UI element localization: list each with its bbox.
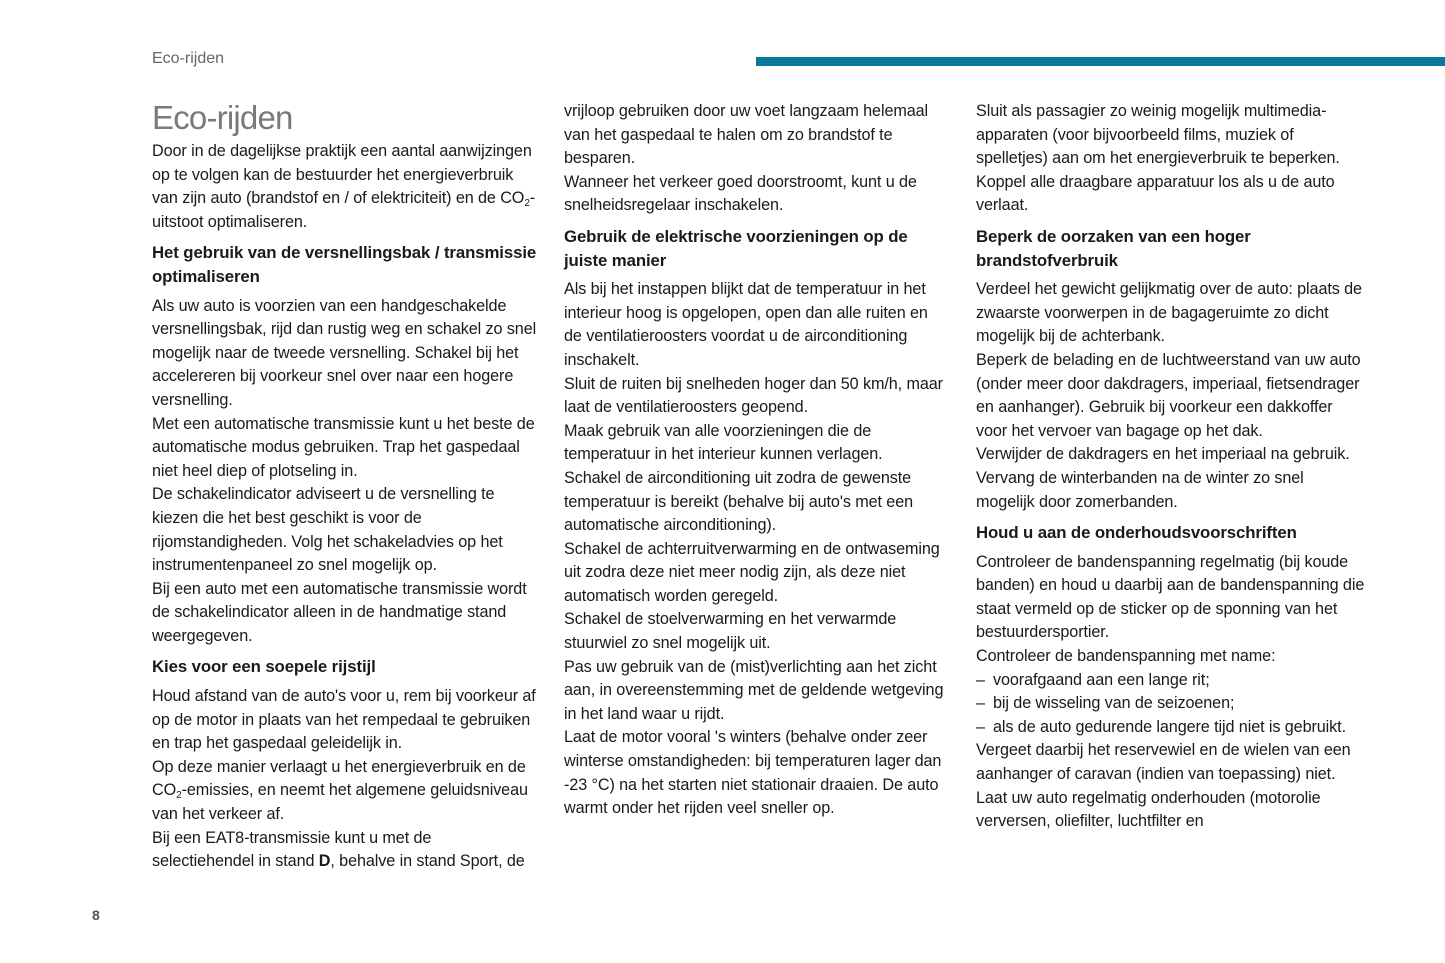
paragraph: Laat de motor vooral 's winters (behalve onder zeer winterse omstandigheden: bij temperaturen lager dan -23 °C) na het starten niet stationair draaien. De auto warmt onder het rijden veel sneller op. — [564, 728, 942, 818]
paragraph: Verdeel het gewicht gelijkmatig over de auto: plaats de zwaarste voorwerpen in de bagageruimte zo dicht mogelijk bij de achterbank. — [976, 280, 1362, 346]
intro-paragraph — [152, 140, 537, 234]
paragraph: Koppel alle draagbare apparatuur los als u de auto verlaat. — [976, 172, 1335, 215]
paragraph: Als uw auto is voorzien van een handgeschakelde versnellingsbak, rijd dan rustig weg en schakel zo snel mogelijk naar de tweede versnelling. Schakel bij het accelereren bij voorkeur snel over naar een hogere versnelling. — [152, 296, 537, 409]
co2-subscript: 2 — [524, 198, 530, 210]
paragraph: Verwijder de dakdragers en het imperiaal na gebruik. — [976, 445, 1350, 464]
heading-transmissie: Het gebruik van de versnellingsbak / transmissie optimaliseren — [152, 243, 537, 286]
column-2 — [564, 100, 949, 821]
paragraph: Controleer de bandenspanning regelmatig (bij koude banden) en houd u daarbij aan de bandenspanning die staat vermeld op de sticker op de sponning van het bestuurdersportier. — [976, 552, 1365, 642]
paragraph: Sluit de ruiten bij snelheden hoger dan 50 km/h, maar laat de ventilatieroosters geopend. — [564, 374, 943, 417]
page-number: 8 — [92, 907, 100, 923]
paragraph-co2 — [152, 756, 537, 827]
text: Op deze manier verlaagt u het energieverbruik en de CO — [152, 757, 526, 800]
list-item-text: bij de wisseling van de seizoenen; — [993, 694, 1235, 713]
paragraph: Als bij het instappen blijkt dat de temperatuur in het interieur hoog is opgelopen, open dan alle ruiten en de ventilatieroosters voordat u de airconditioning inschakelt. — [564, 280, 928, 369]
paragraph: Vervang de winterbanden na de winter zo snel mogelijk door zomerbanden. — [976, 468, 1304, 511]
list-item-text: voorafgaand aan een lange rit; — [993, 670, 1210, 689]
text: Bij een EAT8-transmissie kunt u met de selectiehendel in stand — [152, 828, 432, 871]
running-head: Eco-rijden — [152, 50, 225, 67]
intro-text-end: -uitstoot optimaliseren. — [152, 189, 536, 231]
paragraph: Bij een auto met een automatische transmissie wordt de schakelindicator alleen in de handmatige stand weergegeven. — [152, 579, 527, 645]
intro-text: Door in de dagelijkse praktijk een aantal aanwijzingen op te volgen kan de bestuurder het energieverbruik van zijn auto (brandstof en / of elektriciteit) en de CO — [152, 142, 532, 208]
paragraph: Laat uw auto regelmatig onderhouden (motorolie verversen, oliefilter, luchtfilter en — [976, 788, 1321, 831]
dash-bullet: – — [976, 694, 985, 713]
co2-subscript: 2 — [176, 790, 182, 802]
paragraph: Pas uw gebruik van de (mist)verlichting aan het zicht aan, in overeenstemming met de geldende wetgeving in het land waar u rijdt. — [564, 657, 944, 723]
column-1 — [152, 100, 537, 874]
paragraph: De schakelindicator adviseert u de versnelling te kiezen die het best geschikt is voor de rijomstandigheden. Volg het schakeladvies op het instrumentenpaneel zo snel mogelijk op. — [152, 485, 503, 575]
paragraph: Schakel de airconditioning uit zodra de gewenste temperatuur is bereikt (behalve bij auto's met een automatische airconditioning). — [564, 468, 914, 535]
text: , behalve in stand Sport, de — [330, 852, 525, 871]
paragraph-eat8 — [152, 827, 537, 874]
list-item — [976, 669, 1366, 693]
paragraph: Beperk de belading en de luchtweerstand van uw auto (onder meer door dakdragers, imperiaal, fietsendrager en aanhanger). Gebruik bij voorkeur een dakkoffer voor het vervoer van bagage op het dak. — [976, 350, 1361, 440]
list-item — [976, 692, 1366, 716]
stand-d: D — [318, 852, 331, 871]
paragraph: Schakel de achterruitverwarming en de ontwaseming uit zodra deze niet meer nodig zijn, als deze niet automatisch worden geregeld. — [564, 539, 940, 605]
paragraph: Schakel de stoelverwarming en het verwarmde stuurwiel zo snel mogelijk uit. — [564, 610, 897, 653]
heading-elektrisch: Gebruik de elektrische voorzieningen op de juiste manier — [564, 226, 908, 270]
paragraph: Sluit als passagier zo weinig mogelijk multimedia-apparaten (voor bijvoorbeeld films, muziek of spelletjes) aan om het energieverbruik te beperken. — [976, 102, 1340, 168]
paragraph: Wanneer het verkeer goed doorstroomt, kunt u de snelheidsregelaar inschakelen. — [564, 172, 917, 215]
heading-onderhoud: Houd u aan de onderhoudsvoorschriften — [976, 523, 1297, 543]
paragraph: Maak gebruik van alle voorzieningen die de temperatuur in het interieur kunnen verlagen. — [564, 421, 883, 464]
paragraph: Controleer de bandenspanning met name: — [976, 647, 1276, 666]
paragraph: Met een automatische transmissie kunt u het beste de automatische modus gebruiken. Trap het gaspedaal niet heel diep of plotseling in. — [152, 414, 535, 480]
paragraph: vrijloop gebruiken door uw voet langzaam helemaal van het gaspedaal te halen om zo brandstof te besparen. — [564, 102, 929, 168]
text: -emissies, en neemt het algemene geluidsniveau van het verkeer af. — [152, 781, 528, 824]
paragraph: Vergeet daarbij het reservewiel en de wielen van een aanhanger of caravan (indien van toepassing) niet. — [976, 741, 1351, 784]
page-title: Eco-rijden — [152, 99, 293, 136]
list-item — [976, 716, 1366, 740]
dash-bullet: – — [976, 717, 985, 736]
heading-beperk: Beperk de oorzaken van een hoger brandstofverbruik — [976, 226, 1251, 270]
paragraph: Houd afstand van de auto's voor u, rem bij voorkeur af op de motor in plaats van het rempedaal te gebruiken en trap het gaspedaal geleidelijk in. — [152, 687, 536, 753]
heading-rijstijl: Kies voor een soepele rijstijl — [152, 657, 376, 677]
list-item-text: als de auto gedurende langere tijd niet is gebruikt. — [993, 717, 1346, 736]
header-accent-bar — [756, 57, 1445, 66]
dash-bullet: – — [976, 670, 985, 689]
column-3 — [976, 100, 1366, 834]
